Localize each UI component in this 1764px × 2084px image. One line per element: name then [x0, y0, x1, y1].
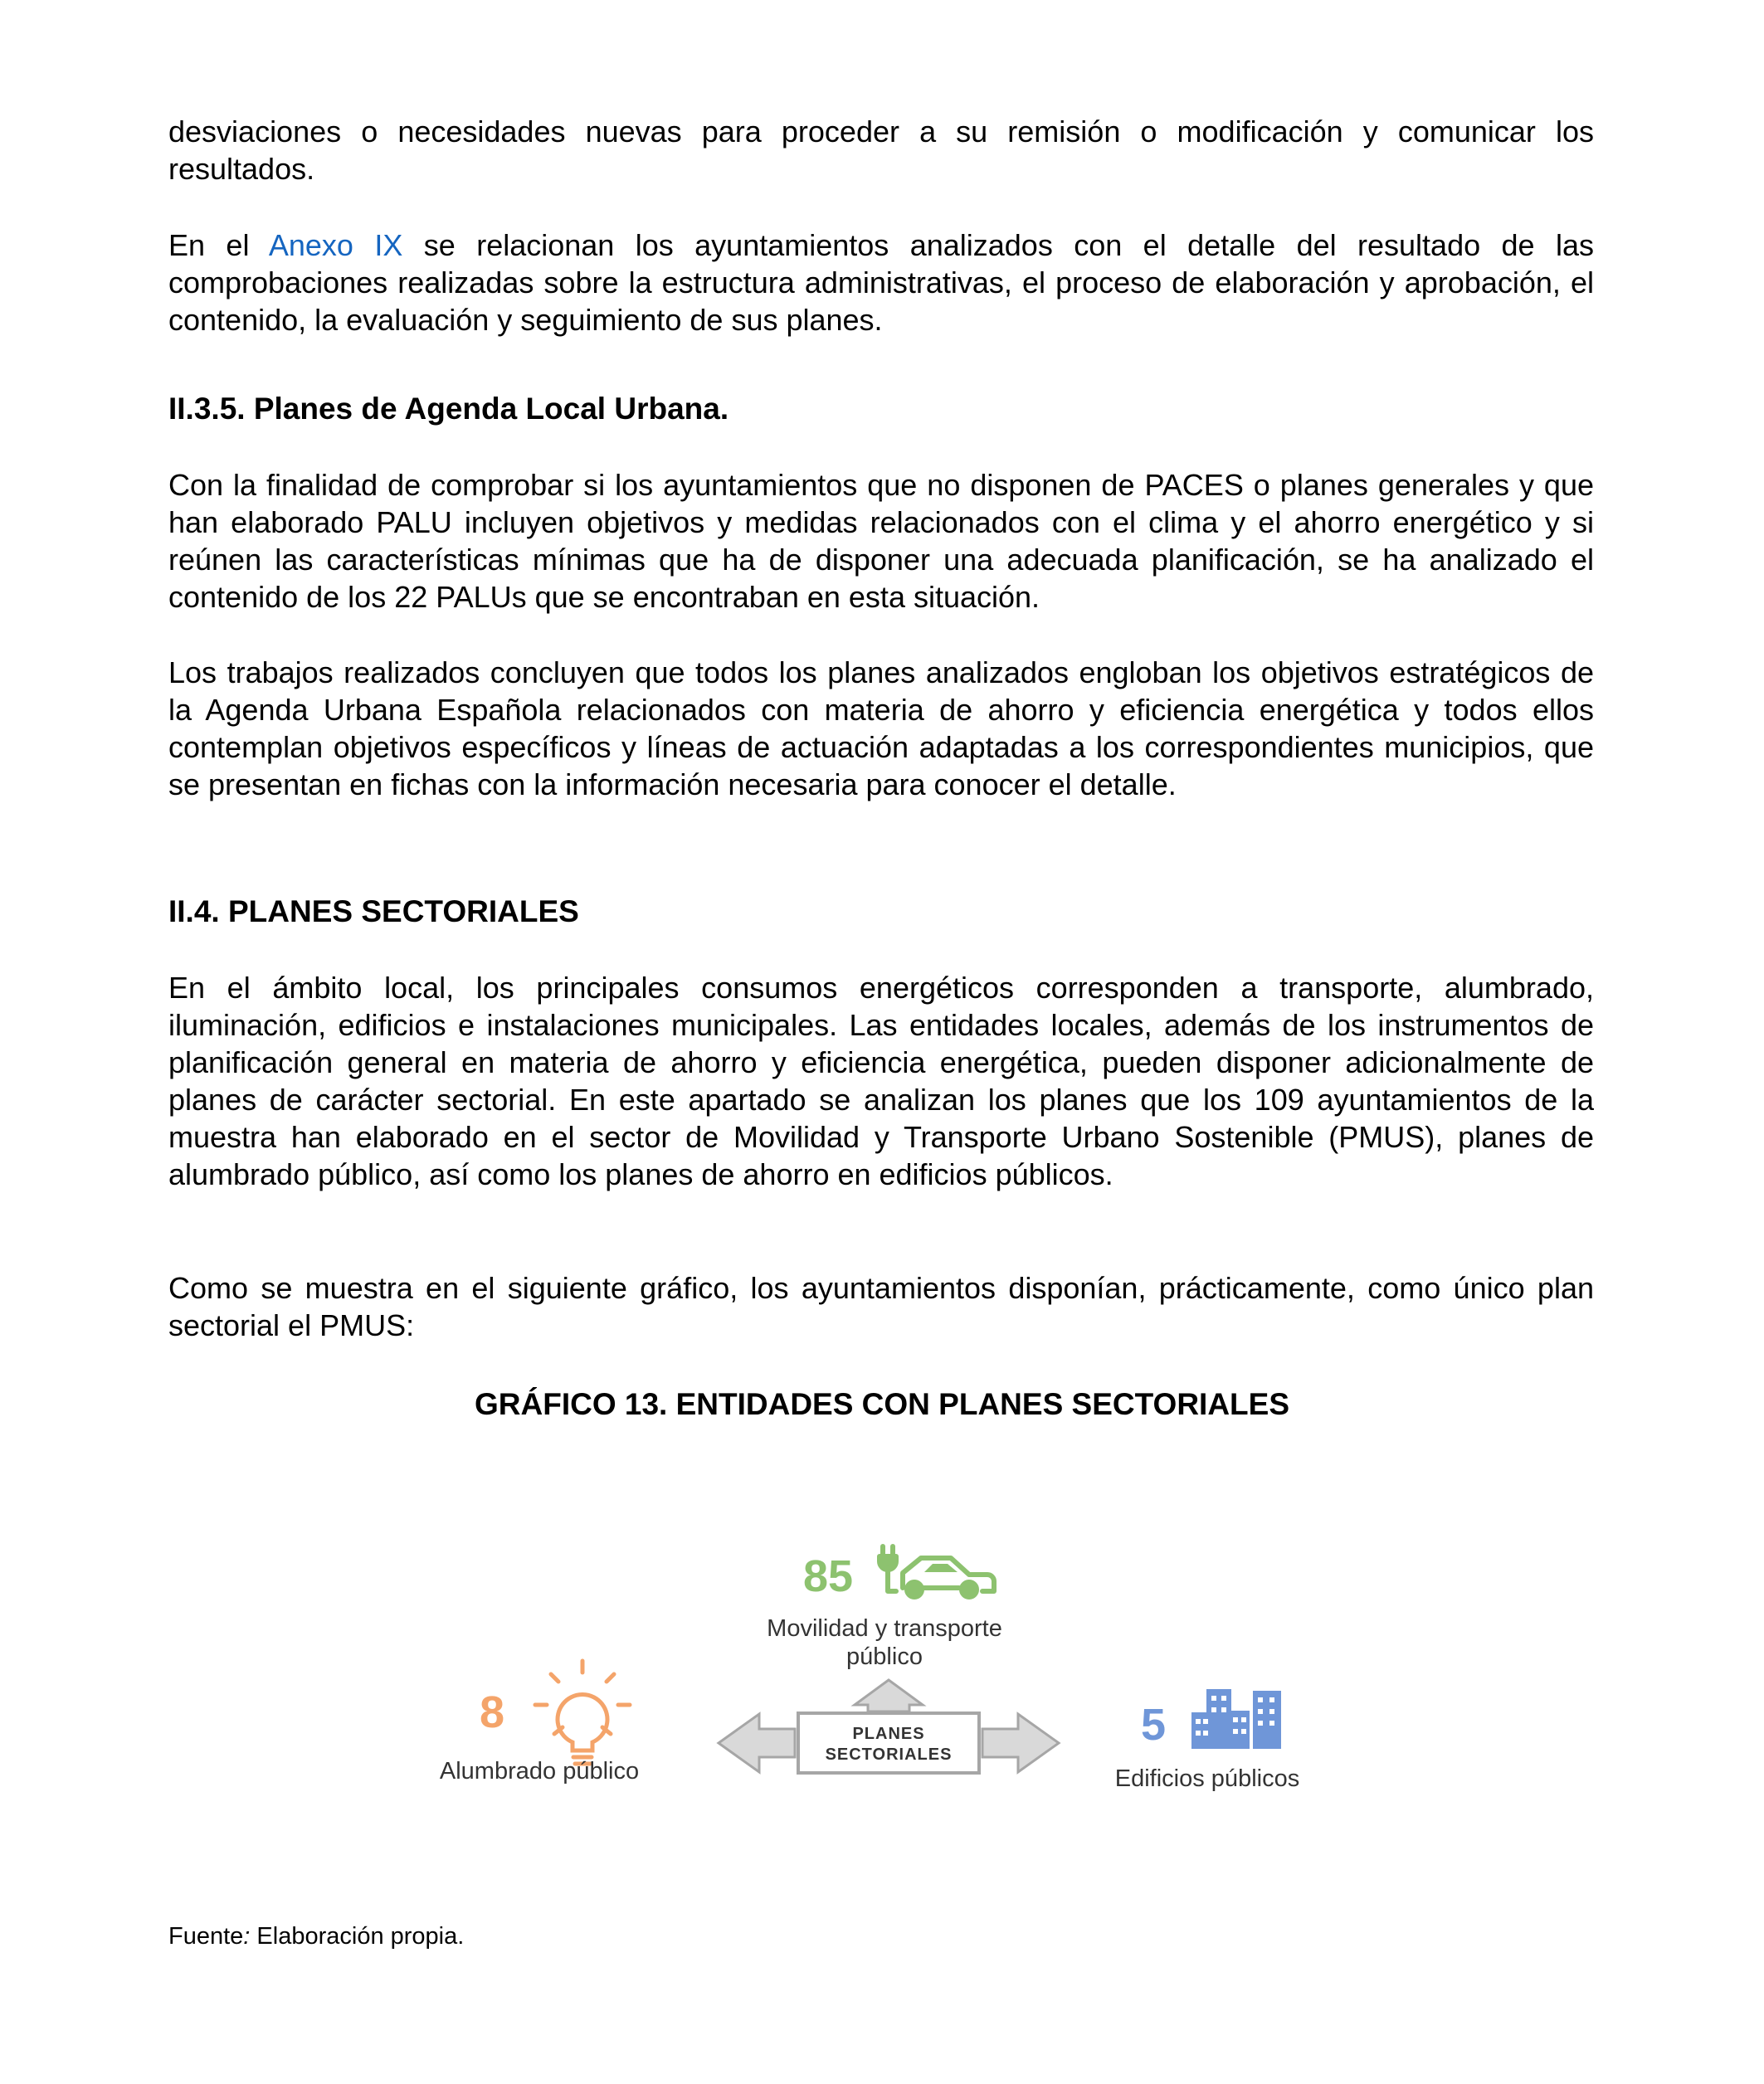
anexo-ix-link[interactable]: Anexo IX [268, 228, 403, 262]
paragraph-grafico-intro: Como se muestra en el siguiente gráfico, los ayuntamientos disponían, prácticamente, como único plan sectorial el PMUS: [168, 1271, 1594, 1342]
center-label-line2: SECTORIALES [825, 1746, 953, 1764]
arrow-up [855, 1680, 923, 1712]
movilidad-value: 85 [802, 1551, 854, 1601]
edificios-label: Edificios públicos [1114, 1765, 1300, 1792]
paragraph-trabajos: Los trabajos realizados concluyen que todos los planes analizados engloban los objetivos estratégicos de la Agenda Urbana Española relacionados con materia de ahorro y eficiencia energética y todos ellos contemplan objetivos específicos y líneas de actuación adaptadas a los correspondientes municipios, que se presentan en fichas con la información necesaria para conocer el detalle. [168, 655, 1594, 801]
source-colon: : [243, 1923, 251, 1950]
section-heading-planes-sectoriales: II.4. PLANES SECTORIALES [168, 894, 579, 928]
paragraph-anexo-rest: se relacionan los ayuntamientos analizados con el detalle del resultado de las comprobaciones realizadas sobre la estructura administrativas, el proceso de elaboración y aprobación, el contenido, la evaluación y seguimiento de sus planes. [168, 228, 1594, 337]
light-bulb-icon [535, 1661, 630, 1764]
alumbrado-value: 8 [479, 1687, 505, 1737]
arrow-left [719, 1714, 795, 1772]
paragraph-palu: Con la finalidad de comprobar si los ayuntamientos que no disponen de PACES o planes generales y que han elaborado PALU incluyen objetivos y medidas relacionados con el clima y el ahorro energético y si reúnen las características mínimas que ha de disponer una adecuada planificación, se ha analizado el contenido de los 22 PALUs que se encontraban en esta situación. [168, 468, 1594, 614]
source-note [168, 1923, 464, 1950]
center-box [798, 1713, 979, 1773]
source-prefix: Fuente [168, 1923, 244, 1950]
section-heading-agenda-urbana: II.3.5. Planes de Agenda Local Urbana. [168, 392, 729, 426]
electric-car-icon [880, 1546, 994, 1597]
alumbrado-label: Alumbrado público [439, 1758, 640, 1785]
movilidad-label-line2: público [846, 1643, 923, 1670]
chart-title: GRÁFICO 13. ENTIDADES CON PLANES SECTORIALES [475, 1387, 1289, 1421]
movilidad-label-line1: Movilidad y transporte [767, 1615, 1002, 1642]
source-text: Elaboración propia. [250, 1923, 465, 1950]
arrow-right [982, 1714, 1059, 1772]
buildings-icon [1191, 1689, 1281, 1749]
paragraph-intro: desviaciones o necesidades nuevas para proceder a su remisión o modificación y comunicar los resultados. [168, 114, 1594, 186]
paragraph-ambito-local: En el ámbito local, los principales consumos energéticos corresponden a transporte, alumbrado, iluminación, edificios e instalaciones municipales. Las entidades locales, además de los instrumentos de planificación general en materia de ahorro y eficiencia energética, pueden disponer adicionalmente de planes de carácter sectorial. En este apartado se analizan los planes que los 109 ayuntamientos de la muestra han elaborado en el sector de Movilidad y Transporte Urbano Sostenible (PMUS), planes de alumbrado público, así como los planes de ahorro en edificios públicos. [168, 971, 1594, 1191]
center-label-line1: PLANES [852, 1725, 925, 1743]
edificios-value: 5 [1140, 1700, 1167, 1750]
paragraph-anexo-prefix: En el [168, 228, 269, 262]
